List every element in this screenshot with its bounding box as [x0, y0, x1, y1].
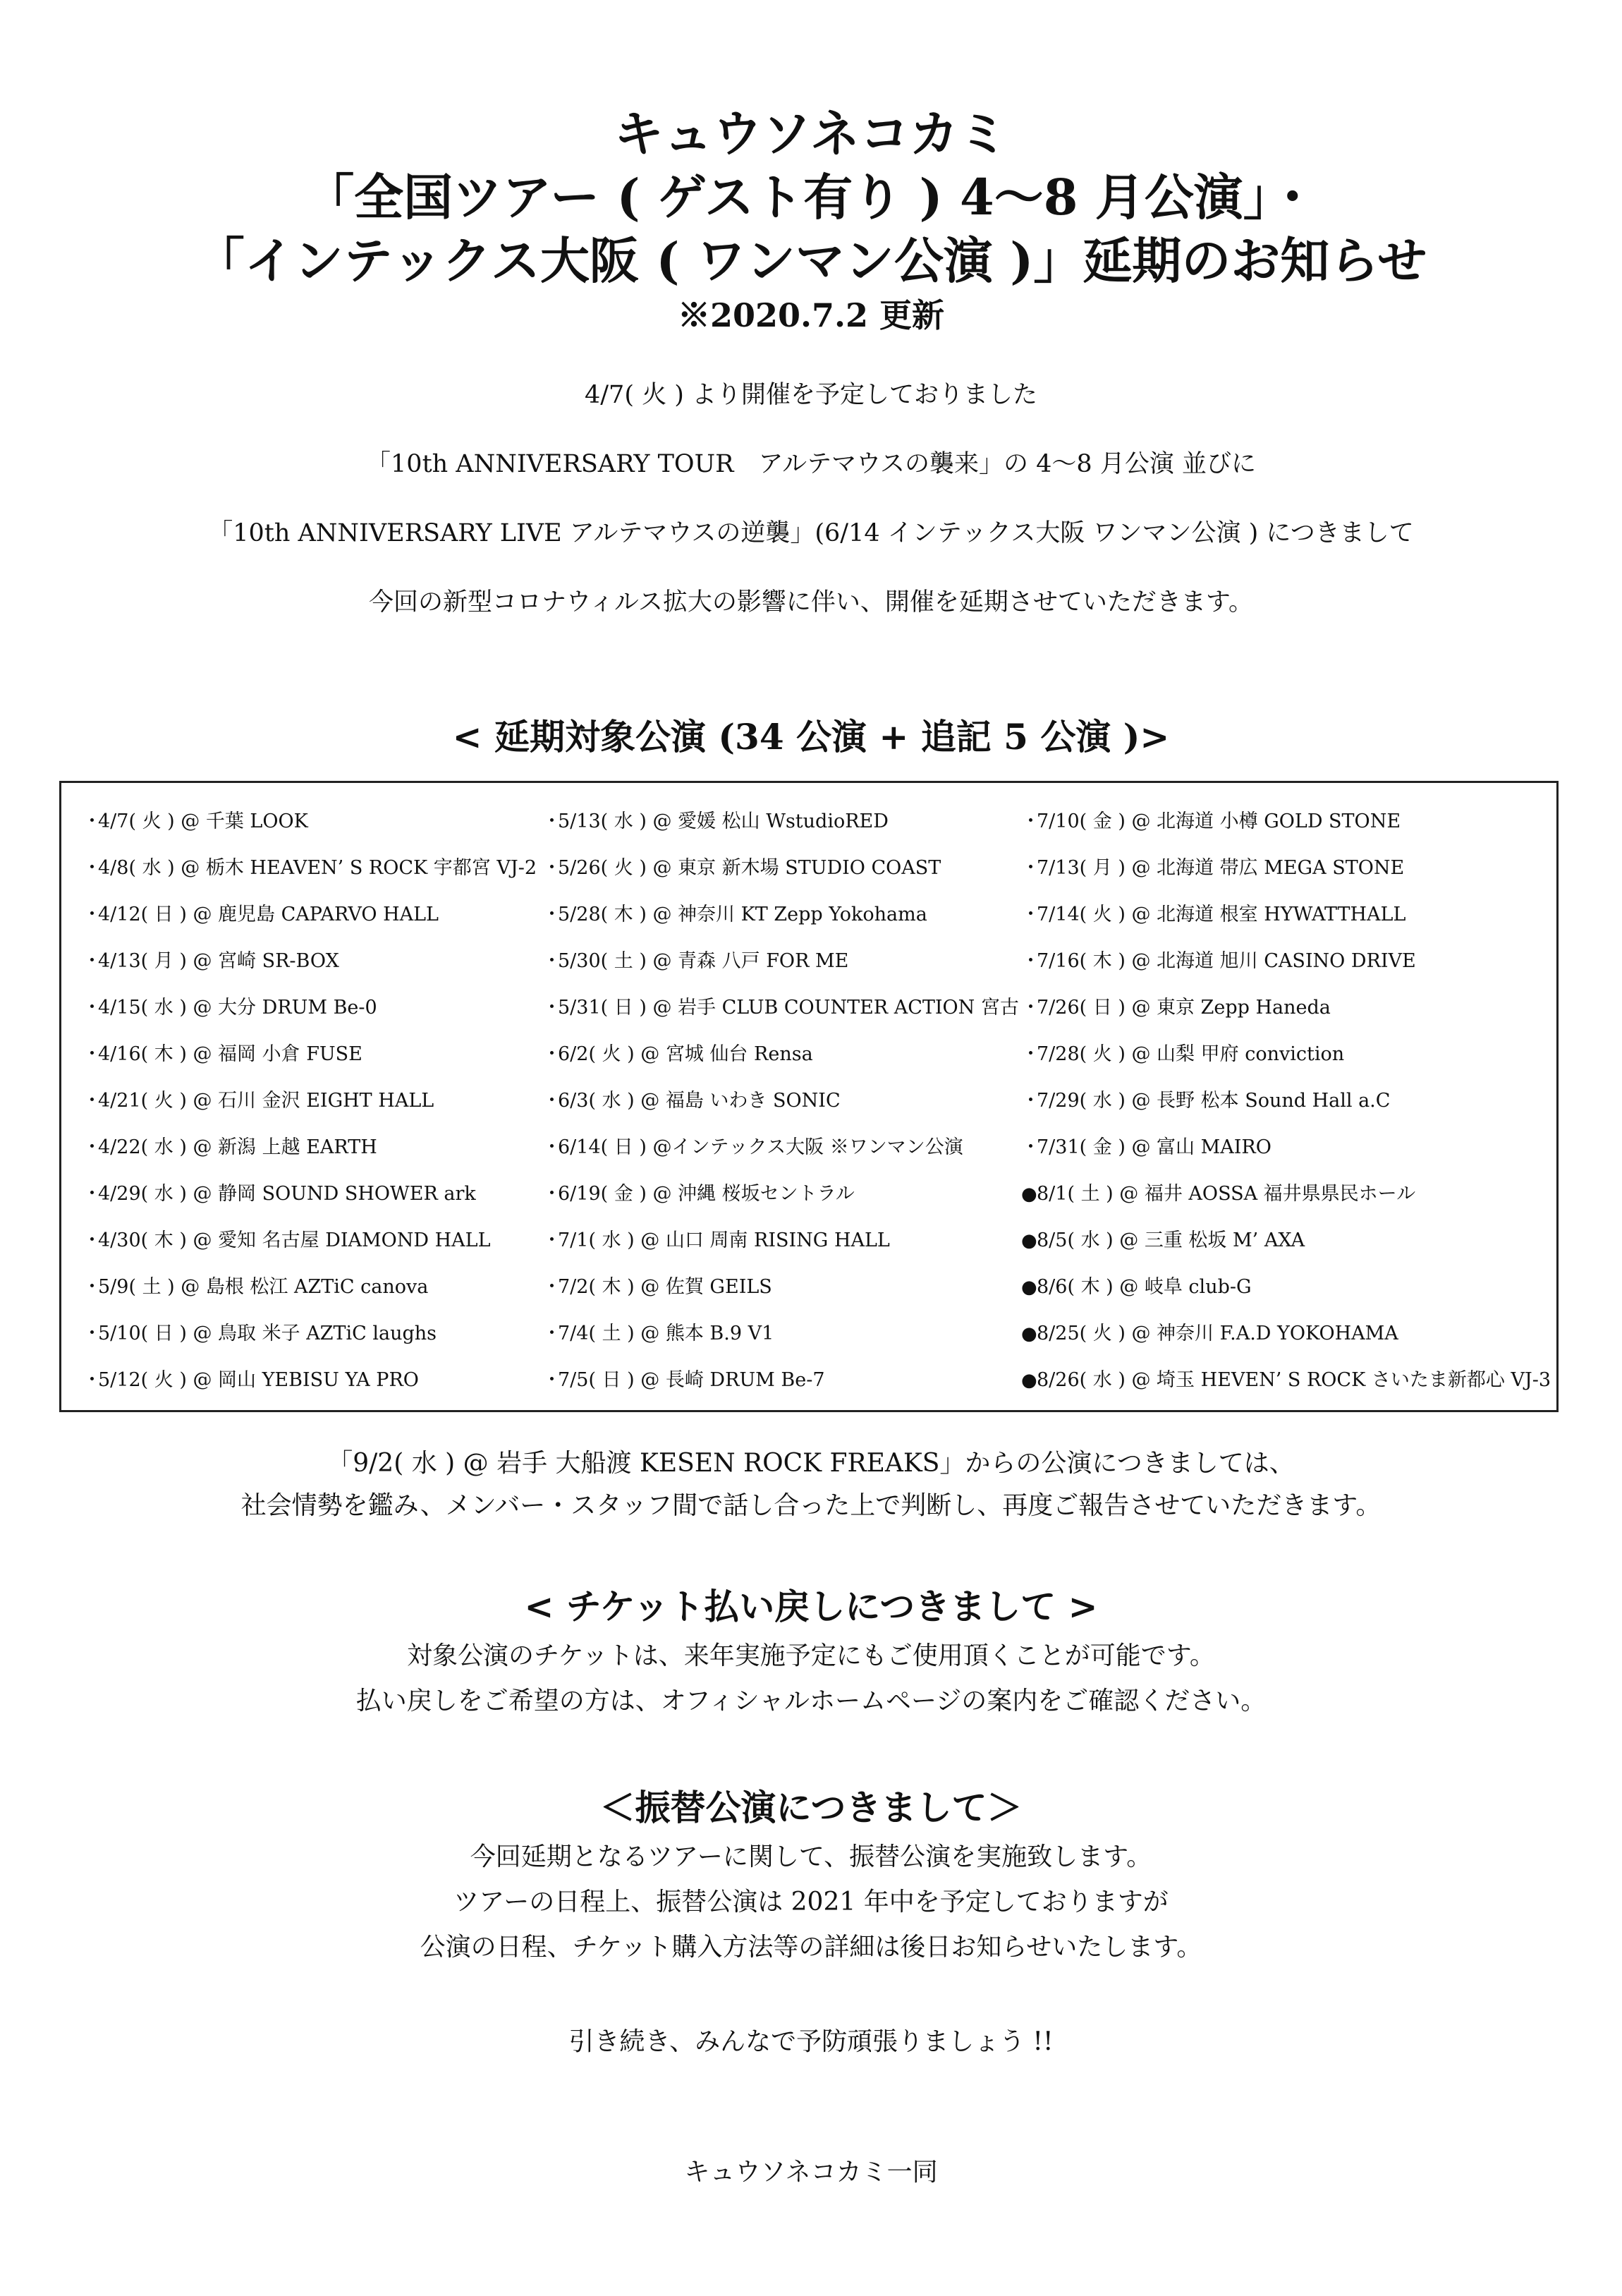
transfer-shows-line: 公演の日程、チケット購入方法等の詳細は後日お知らせいたします。	[420, 1933, 1202, 1962]
bullet-mark: ・	[1021, 997, 1040, 1019]
bullet-mark: ・	[542, 997, 561, 1019]
bullet-mark: ・	[1021, 810, 1040, 832]
schedule-item-text: 4/22( 水 ) @ 新潟 上越 EARTH	[98, 1136, 377, 1158]
schedule-item	[83, 1031, 537, 1078]
schedule-item	[83, 985, 537, 1031]
schedule-item	[1021, 798, 1551, 845]
later-shows-notice	[0, 1442, 1622, 1527]
schedule-item	[542, 1171, 1019, 1217]
schedule-column-1	[83, 798, 537, 1404]
bullet-mark: ・	[542, 1183, 561, 1205]
bullet-mark: ・	[83, 1229, 102, 1251]
added-marker-icon: ●	[1021, 1370, 1037, 1391]
bullet-mark: ・	[83, 1043, 102, 1065]
schedule-item-text: 7/1( 水 ) @ 山口 周南 RISING HALL	[558, 1229, 890, 1251]
bullet-mark: ・	[83, 904, 102, 925]
schedule-item-text: 7/31( 金 ) @ 富山 MAIRO	[1037, 1136, 1272, 1158]
schedule-item	[83, 892, 537, 938]
bullet-mark: ・	[1021, 1043, 1040, 1065]
schedule-item	[1021, 985, 1551, 1031]
added-marker-icon: ●	[1021, 1277, 1037, 1298]
schedule-item	[542, 1264, 1019, 1311]
schedule-item-added	[1021, 1171, 1551, 1217]
schedule-item-text: 5/26( 火 ) @ 東京 新木場 STUDIO COAST	[558, 857, 941, 879]
bullet-mark: ・	[1021, 950, 1040, 972]
schedule-item	[83, 1357, 537, 1404]
bullet-mark: ・	[83, 1136, 102, 1158]
schedule-item-text: 4/15( 水 ) @ 大分 DRUM Be-0	[98, 997, 377, 1019]
transfer-shows-section	[0, 1781, 1622, 1970]
schedule-item-text: 6/19( 金 ) @ 沖縄 桜坂セントラル	[558, 1183, 855, 1205]
schedule-item	[1021, 892, 1551, 938]
bullet-mark: ・	[542, 904, 561, 925]
schedule-item-text: 7/26( 日 ) @ 東京 Zepp Haneda	[1037, 997, 1331, 1019]
schedule-item	[542, 1124, 1019, 1171]
schedule-item	[542, 892, 1019, 938]
bullet-mark: ・	[542, 1229, 561, 1251]
schedule-item	[542, 1357, 1019, 1404]
intro-line: 「10th ANNIVERSARY TOUR アルテマウスの襲来」の 4〜8 月公演 並びに	[366, 450, 1256, 478]
schedule-item-text: 6/14( 日 ) @インテックス大阪 ※ワンマン公演	[558, 1136, 963, 1158]
schedule-item-text: 7/28( 火 ) @ 山梨 甲府 conviction	[1037, 1043, 1345, 1065]
bullet-mark: ・	[83, 1369, 102, 1391]
bullet-mark: ・	[542, 1276, 561, 1298]
schedule-item	[542, 798, 1019, 845]
notice-line: 「9/2( 水 ) @ 岩手 大船渡 KESEN ROCK FREAKS」からの公演につきましては、	[327, 1449, 1295, 1478]
schedule-item-text: 7/13( 月 ) @ 北海道 帯広 MEGA STONE	[1037, 857, 1405, 879]
schedule-item	[542, 1217, 1019, 1264]
schedule-item-text: 4/13( 月 ) @ 宮崎 SR-BOX	[98, 950, 339, 972]
schedule-item-text: 7/10( 金 ) @ 北海道 小樽 GOLD STONE	[1037, 810, 1401, 832]
added-marker-icon: ●	[1021, 1184, 1037, 1205]
schedule-item	[83, 1264, 537, 1311]
bullet-mark: ・	[1021, 1136, 1040, 1158]
schedule-item	[1021, 1078, 1551, 1124]
schedule-item	[542, 1078, 1019, 1124]
bullet-mark: ・	[542, 1043, 561, 1065]
title-line-tour: 「全国ツアー ( ゲスト有り ) 4〜8 月公演」・	[305, 168, 1317, 226]
ticket-refund-line: 対象公演のチケットは、来年実施予定にもご使用頂くことが可能です。	[407, 1641, 1215, 1670]
schedule-item	[83, 1171, 537, 1217]
intro-line: 4/7( 火 ) より開催を予定しておりました	[584, 381, 1037, 409]
schedule-item-text: 8/6( 木 ) @ 岐阜 club-G	[1037, 1276, 1252, 1298]
schedule-item-text: 4/12( 日 ) @ 鹿児島 CAPARVO HALL	[98, 904, 439, 925]
transfer-shows-line: 今回延期となるツアーに関して、振替公演を実施致します。	[470, 1842, 1152, 1871]
bullet-mark: ・	[542, 810, 561, 832]
schedule-column-3	[1021, 798, 1551, 1404]
bullet-mark: ・	[1021, 857, 1040, 879]
bullet-mark: ・	[542, 950, 561, 972]
added-marker-icon: ●	[1021, 1230, 1037, 1251]
intro-block	[0, 377, 1622, 654]
schedule-item-added	[1021, 1311, 1551, 1357]
schedule-item	[542, 985, 1019, 1031]
schedule-item	[83, 798, 537, 845]
bullet-mark: ・	[542, 1323, 561, 1344]
schedule-item-text: 5/31( 日 ) @ 岩手 CLUB COUNTER ACTION 宮古	[558, 997, 1019, 1019]
schedule-box	[59, 781, 1559, 1412]
schedule-item-text: 8/5( 水 ) @ 三重 松坂 M’ AXA	[1037, 1229, 1305, 1251]
schedule-item	[542, 938, 1019, 985]
bullet-mark: ・	[83, 1323, 102, 1344]
bullet-mark: ・	[83, 810, 102, 832]
transfer-shows-heading: ＜振替公演につきまして＞	[599, 1787, 1023, 1828]
closing-message: 引き続き、みんなで予防頑張りましょう !!	[568, 2027, 1054, 2056]
schedule-item-text: 6/3( 水 ) @ 福島 いわき SONIC	[558, 1090, 841, 1112]
bullet-mark: ・	[83, 1276, 102, 1298]
schedule-item	[1021, 1031, 1551, 1078]
schedule-item-text: 7/29( 水 ) @ 長野 松本 Sound Hall a.C	[1037, 1090, 1391, 1112]
schedule-item-text: 6/2( 火 ) @ 宮城 仙台 Rensa	[558, 1043, 813, 1065]
schedule-item-text: 7/5( 日 ) @ 長崎 DRUM Be-7	[558, 1369, 825, 1391]
schedule-item-text: 5/30( 土 ) @ 青森 八戸 FOR ME	[558, 950, 849, 972]
bullet-mark: ・	[542, 1090, 561, 1112]
schedule-item-text: 5/12( 火 ) @ 岡山 YEBISU YA PRO	[98, 1369, 419, 1391]
ticket-refund-heading: < チケット払い戻しにつきまして >	[524, 1586, 1098, 1627]
schedule-item	[542, 1311, 1019, 1357]
schedule-item	[83, 1124, 537, 1171]
schedule-item-added	[1021, 1217, 1551, 1264]
schedule-item	[542, 1031, 1019, 1078]
schedule-item	[1021, 1124, 1551, 1171]
postponed-list-heading: < 延期対象公演 (34 公演 + 追記 5 公演 )>	[452, 716, 1170, 758]
schedule-item-added	[1021, 1264, 1551, 1311]
schedule-item-text: 4/30( 木 ) @ 愛知 名古屋 DIAMOND HALL	[98, 1229, 491, 1251]
bullet-mark: ・	[83, 950, 102, 972]
schedule-item-text: 5/13( 水 ) @ 愛媛 松山 WstudioRED	[558, 810, 889, 832]
schedule-item	[83, 845, 537, 892]
title-line-intex: 「インテックス大阪 ( ワンマン公演 )」延期のお知らせ	[195, 231, 1427, 290]
schedule-item	[1021, 938, 1551, 985]
bullet-mark: ・	[83, 1090, 102, 1112]
schedule-item-text: 8/25( 火 ) @ 神奈川 F.A.D YOKOHAMA	[1037, 1323, 1398, 1344]
schedule-item	[83, 1217, 537, 1264]
schedule-item-text: 7/2( 木 ) @ 佐賀 GEILS	[558, 1276, 772, 1298]
schedule-item	[83, 1078, 537, 1124]
bullet-mark: ・	[1021, 904, 1040, 925]
bullet-mark: ・	[542, 857, 561, 879]
schedule-item-text: 7/14( 火 ) @ 北海道 根室 HYWATTHALL	[1037, 904, 1406, 925]
notice-line: 社会情勢を鑑み、メンバー・スタッフ間で話し合った上で判断し、再度ご報告させていただきます。	[240, 1491, 1382, 1520]
schedule-item-text: 4/7( 火 ) @ 千葉 LOOK	[98, 810, 308, 832]
schedule-item	[542, 845, 1019, 892]
title-block	[0, 102, 1622, 336]
band-name: キュウソネコカミ	[614, 104, 1008, 163]
ticket-refund-line: 払い戻しをご希望の方は、オフィシャルホームページの案内をご確認ください。	[355, 1687, 1267, 1715]
schedule-item-text: 5/28( 木 ) @ 神奈川 KT Zepp Yokohama	[558, 904, 927, 925]
schedule-column-2	[542, 798, 1019, 1404]
bullet-mark: ・	[83, 997, 102, 1019]
schedule-item-text: 5/10( 日 ) @ 鳥取 米子 AZTiC laughs	[98, 1323, 437, 1344]
signature: キュウソネコカミ一同	[684, 2158, 938, 2187]
schedule-item-text: 7/4( 土 ) @ 熊本 B.9 V1	[558, 1323, 774, 1344]
bullet-mark: ・	[542, 1136, 561, 1158]
schedule-item	[1021, 845, 1551, 892]
update-date: ※2020.7.2 更新	[677, 296, 945, 334]
schedule-item-text: 4/8( 水 ) @ 栃木 HEAVEN’ S ROCK 宇都宮 VJ-2	[98, 857, 537, 879]
schedule-item-text: 4/29( 水 ) @ 静岡 SOUND SHOWER ark	[98, 1183, 476, 1205]
schedule-item-text: 5/9( 土 ) @ 島根 松江 AZTiC canova	[98, 1276, 429, 1298]
schedule-item-text: 8/1( 土 ) @ 福井 AOSSA 福井県県民ホール	[1037, 1183, 1416, 1205]
bullet-mark: ・	[1021, 1090, 1040, 1112]
schedule-item	[83, 938, 537, 985]
schedule-item	[83, 1311, 537, 1357]
bullet-mark: ・	[83, 857, 102, 879]
bullet-mark: ・	[542, 1369, 561, 1391]
schedule-item-text: 4/21( 火 ) @ 石川 金沢 EIGHT HALL	[98, 1090, 434, 1112]
schedule-item-text: 4/16( 木 ) @ 福岡 小倉 FUSE	[98, 1043, 362, 1065]
intro-line: 「10th ANNIVERSARY LIVE アルテマウスの逆襲」(6/14 インテックス大阪 ワンマン公演 ) につきまして	[208, 519, 1414, 547]
bullet-mark: ・	[83, 1183, 102, 1205]
schedule-item-added	[1021, 1357, 1551, 1404]
schedule-item-text: 8/26( 水 ) @ 埼玉 HEVEN’ S ROCK さいたま新都心 VJ-3	[1037, 1369, 1551, 1391]
schedule-item-text: 7/16( 木 ) @ 北海道 旭川 CASINO DRIVE	[1037, 950, 1416, 972]
added-marker-icon: ●	[1021, 1323, 1037, 1344]
intro-line: 今回の新型コロナウィルス拡大の影響に伴い、開催を延期させていただきます。	[368, 588, 1254, 616]
ticket-refund-section	[0, 1580, 1622, 1724]
transfer-shows-line: ツアーの日程上、振替公演は 2021 年中を予定しておりますが	[453, 1888, 1169, 1917]
